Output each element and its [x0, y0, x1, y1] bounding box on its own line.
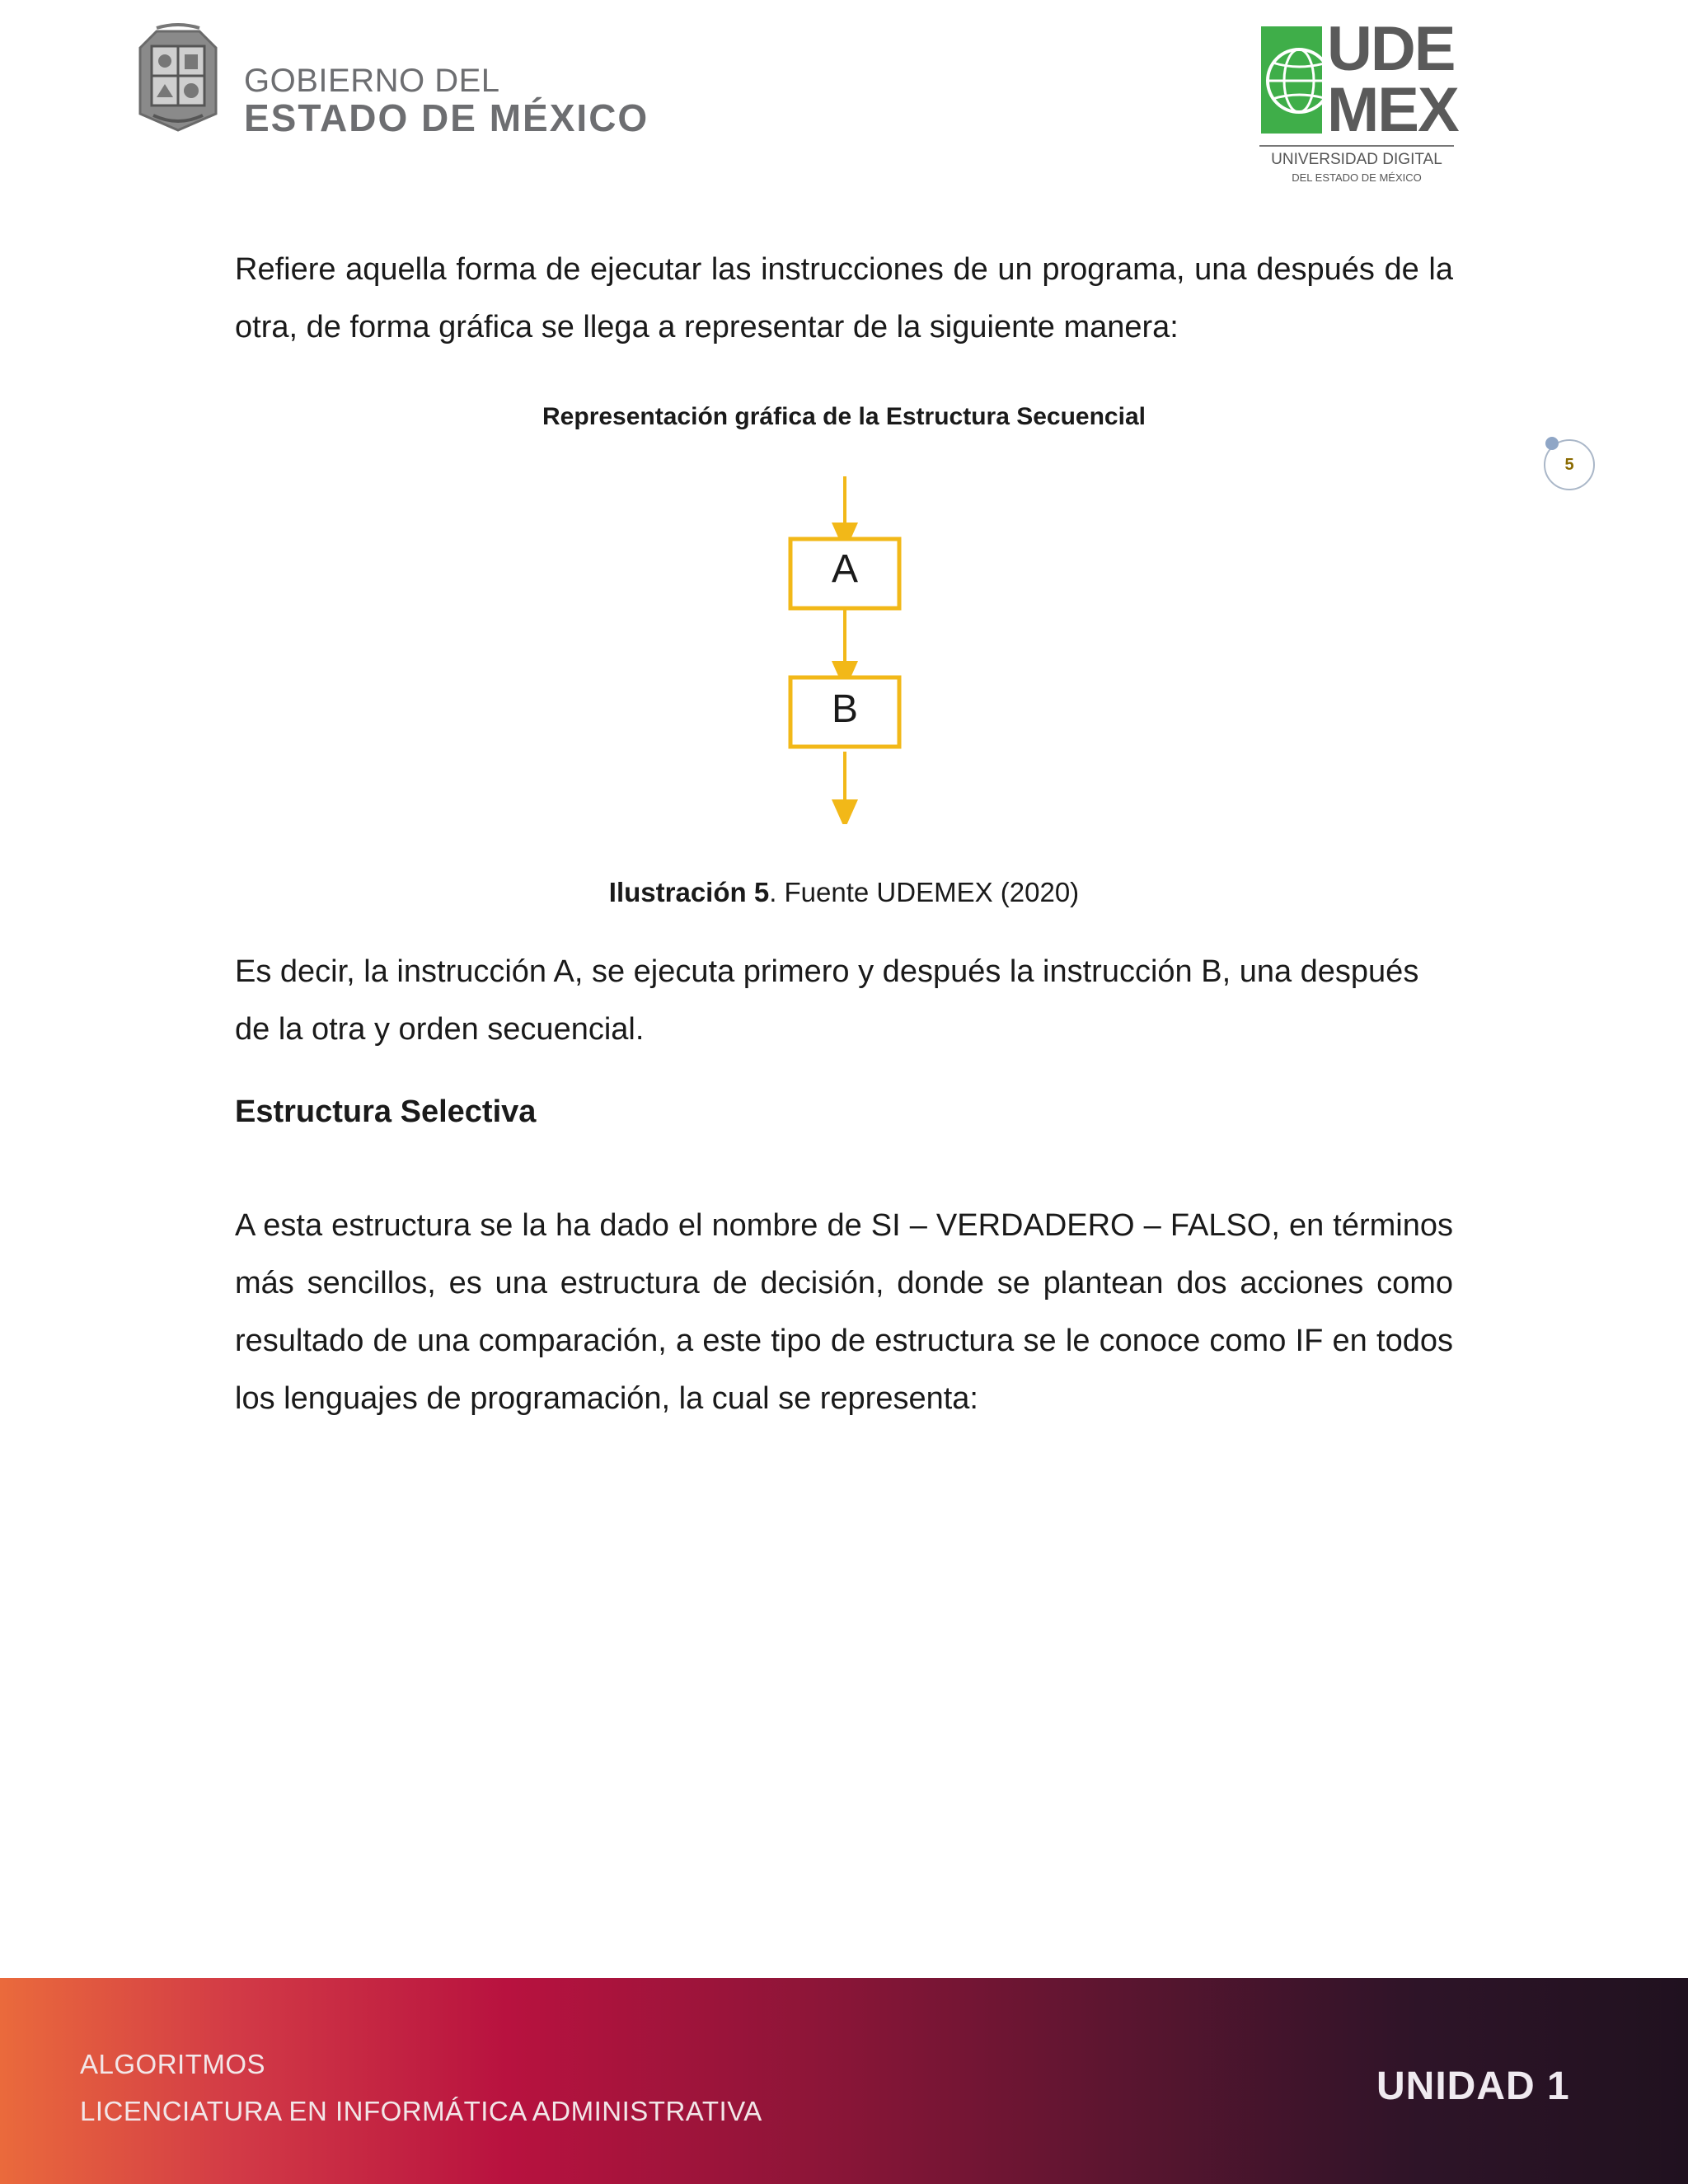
footer-program: LICENCIATURA EN INFORMÁTICA ADMINISTRATIVA: [80, 2096, 762, 2126]
udemex-logo-subtitle-2: DEL ESTADO DE MÉXICO: [1292, 171, 1422, 184]
page-number: 5: [1544, 439, 1595, 490]
udemex-logo-divider: [1259, 145, 1454, 147]
sequential-structure-diagram: [775, 470, 915, 824]
box-a-label: A: [831, 547, 858, 591]
gobierno-estado-mexico-logo: [132, 23, 649, 139]
flowchart-svg: [775, 470, 915, 824]
footer-unit: UNIDAD 1: [1376, 2064, 1570, 2108]
paragraph-selective: A esta estructura se la ha dado el nombre de SI – VERDADERO – FALSO, en términos más sencillos, es una estructura de decisión, donde se plantean dos acciones como resultado de una comparación, a este tipo de estructura se le conoce como IF en todos los lenguajes de programación, la cual se representa:: [235, 1208, 1453, 1416]
gov-logo-line1: GOBIERNO DEL: [244, 63, 500, 99]
figure-title: Representación gráfica de la Estructura Secuencial: [542, 403, 1146, 430]
paragraph-intro: Refiere aquella forma de ejecutar las instrucciones de un programa, una después de la otra, de forma gráfica se llega a representar de la siguiente manera:: [235, 252, 1453, 344]
section-heading: Estructura Selectiva: [235, 1094, 537, 1129]
udemex-logo: [1258, 14, 1458, 196]
figure-caption: [0, 877, 1688, 908]
globe-mark-icon: [1261, 26, 1322, 134]
footer-subject: ALGORITMOS: [80, 2049, 266, 2079]
coat-of-arms-icon: [132, 23, 224, 134]
paragraph-explanation: Es decir, la instrucción A, se ejecuta primero y después la instrucción B, una después de la otra y orden secuencial.: [235, 954, 1419, 1047]
gov-logo-line2: ESTADO DE MÉXICO: [244, 96, 649, 139]
figure-caption-label: Ilustración 5: [608, 877, 770, 907]
box-b-label: B: [831, 687, 858, 731]
udemex-logo-text-mex: MEX: [1327, 75, 1458, 145]
figure-caption-source: . Fuente UDEMEX (2020): [769, 877, 1080, 907]
udemex-logo-subtitle: UNIVERSIDAD DIGITAL: [1271, 151, 1442, 168]
page-number-dot-icon: [1545, 437, 1559, 450]
udemex-logo-text-ude: UDE: [1327, 14, 1455, 84]
